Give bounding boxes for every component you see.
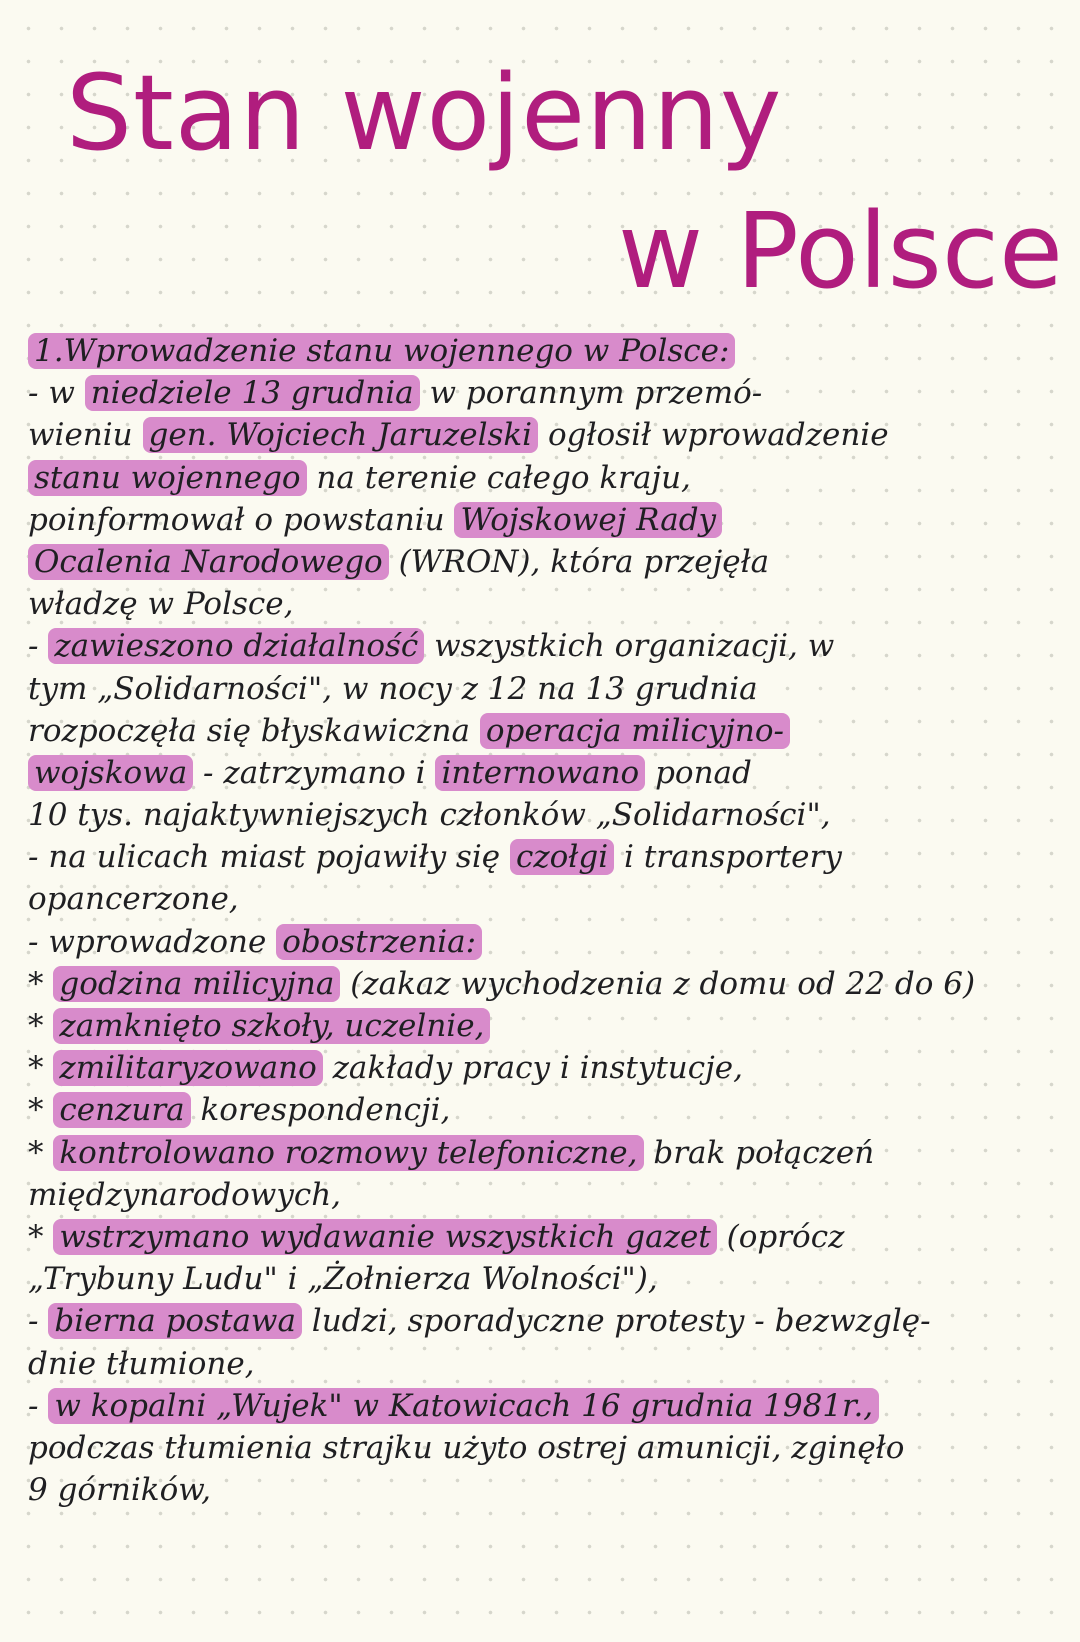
note-line: [28, 752, 1058, 794]
note-text: ludzi, sporadyczne protesty - bezwzglę-: [301, 1303, 931, 1340]
note-text: brak połączeń: [643, 1134, 875, 1171]
note-text: *: [28, 1134, 54, 1171]
note-line: [28, 372, 1058, 414]
section-heading: 1.Wprowadzenie stanu wojennego w Polsce:: [28, 333, 735, 369]
note-text: korespondencji,: [190, 1092, 451, 1129]
notes-body: [28, 330, 1058, 1511]
note-text: podczas tłumienia strajku użyto ostrej amunicji, zginęło: [28, 1429, 905, 1466]
section-heading-line: [28, 330, 1058, 372]
note-text: - w: [28, 375, 85, 412]
highlighted-text: internowano: [435, 755, 645, 791]
highlighted-text: obostrzenia:: [276, 924, 482, 960]
note-text: -: [28, 1387, 49, 1424]
highlighted-text: Wojskowej Rady: [454, 502, 722, 538]
note-line: [28, 878, 1058, 920]
note-text: - zatrzymano i: [193, 754, 436, 791]
note-line: [28, 1427, 1058, 1469]
note-text: *: [28, 1008, 54, 1044]
note-text: poinformował o powstaniu: [28, 501, 455, 538]
highlighted-text: w kopalni „Wujek" w Katowicach 16 grudnia 1981r.,: [48, 1388, 879, 1424]
note-text: - na ulicach miast pojawiły się: [28, 839, 510, 876]
highlighted-text: zawieszono działalność: [48, 628, 424, 664]
note-line: [28, 794, 1058, 836]
highlighted-text: cenzura: [53, 1092, 190, 1128]
note-text: dnie tłumione,: [28, 1345, 255, 1382]
note-text: (oprócz: [716, 1218, 845, 1255]
note-text: (WRON), która przejęła: [388, 543, 770, 580]
note-line: [28, 1047, 1058, 1089]
note-text: (zakaz wychodzenia z domu od 22 do 6): [340, 965, 976, 1002]
note-line: [28, 1089, 1058, 1131]
note-line: [28, 457, 1058, 499]
note-text: na terenie całego kraju,: [306, 459, 691, 496]
note-text: wieniu: [28, 417, 143, 454]
highlighted-text: zamknięto szkoły, uczelnie,: [53, 1008, 490, 1044]
highlighted-text: godzina milicyjna: [53, 966, 340, 1002]
note-text: i transportery: [614, 839, 842, 876]
note-text: wszystkich organizacji, w: [424, 628, 835, 665]
note-line: [28, 499, 1058, 541]
note-line: [28, 583, 1058, 625]
note-line: [28, 625, 1058, 667]
note-text: *: [28, 1050, 54, 1087]
note-text: 9 górników,: [28, 1472, 211, 1509]
note-text: władzę w Polsce,: [28, 586, 294, 623]
note-line: [28, 1385, 1058, 1427]
note-line: [28, 1469, 1058, 1511]
highlighted-text: zmilitaryzowano: [53, 1050, 322, 1086]
note-text: - wprowadzone: [28, 923, 277, 960]
note-line: [28, 836, 1058, 878]
highlighted-text: Ocalenia Narodowego: [28, 544, 389, 580]
note-text: tym „Solidarności", w nocy z 12 na 13 grudnia: [28, 670, 758, 707]
note-line: [28, 1343, 1058, 1385]
note-line: [28, 541, 1058, 583]
note-text: rozpoczęła się błyskawiczna: [28, 712, 480, 749]
note-text: zakłady pracy i instytucje,: [322, 1050, 743, 1087]
note-text: opancerzone,: [28, 881, 239, 918]
highlighted-text: operacja milicyjno-: [480, 713, 790, 749]
page-title-line2: w Polsce: [618, 190, 1063, 312]
note-line: [28, 710, 1058, 752]
note-line: [28, 1216, 1058, 1258]
note-line: [28, 921, 1058, 963]
note-text: 10 tys. najaktywniejszych członków „Solidarności",: [28, 797, 831, 834]
note-text: „Trybuny Ludu" i „Żołnierza Wolności"),: [28, 1261, 658, 1298]
note-line: [28, 1005, 1058, 1047]
note-line: [28, 1300, 1058, 1342]
note-text: *: [28, 1092, 54, 1129]
note-line: [28, 1258, 1058, 1300]
highlighted-text: gen. Wojciech Jaruzelski: [143, 417, 539, 453]
highlighted-text: wstrzymano wydawanie wszystkich gazet: [53, 1219, 716, 1255]
note-text: *: [28, 965, 54, 1002]
note-text: -: [28, 628, 49, 665]
highlighted-text: stanu wojennego: [28, 460, 307, 496]
note-line: [28, 1174, 1058, 1216]
highlighted-text: niedziele 13 grudnia: [85, 375, 420, 411]
note-text: ogłosił wprowadzenie: [538, 417, 889, 454]
note-line: [28, 668, 1058, 710]
notes-lines: [28, 372, 1058, 1511]
note-text: ponad: [645, 754, 752, 791]
note-line: [28, 414, 1058, 456]
highlighted-text: wojskowa: [28, 755, 193, 791]
note-text: w porannym przemó-: [419, 375, 763, 412]
highlighted-text: bierna postawa: [48, 1303, 302, 1339]
page-title-line1: Stan wojenny: [66, 52, 783, 174]
highlighted-text: kontrolowano rozmowy telefoniczne,: [53, 1135, 643, 1171]
note-line: [28, 1132, 1058, 1174]
note-text: *: [28, 1218, 54, 1255]
highlighted-text: czołgi: [510, 839, 614, 875]
note-text: -: [28, 1303, 49, 1340]
note-line: [28, 963, 1058, 1005]
note-text: międzynarodowych,: [28, 1176, 342, 1213]
